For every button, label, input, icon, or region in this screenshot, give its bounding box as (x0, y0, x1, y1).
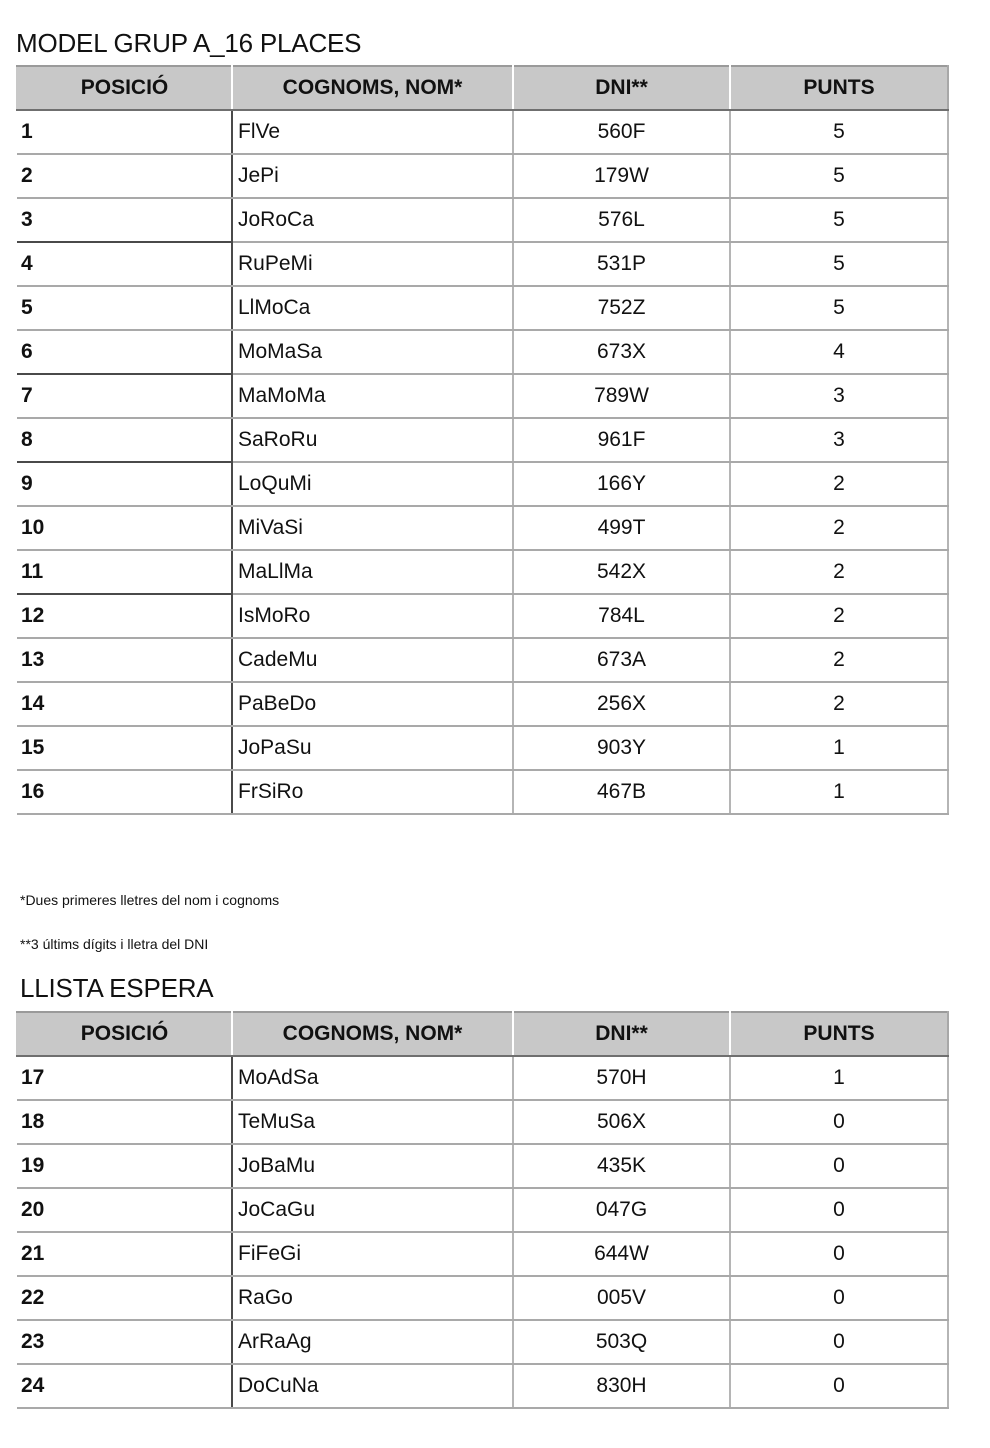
points-cell: 0 (730, 1364, 948, 1408)
name-cell: LlMoCa (232, 286, 513, 330)
points-cell: 0 (730, 1276, 948, 1320)
name-cell: CadeMu (232, 638, 513, 682)
name-cell: MaMoMa (232, 374, 513, 418)
points-cell: 3 (730, 418, 948, 462)
points-cell: 3 (730, 374, 948, 418)
position-cell: 16 (17, 770, 232, 814)
name-cell: TeMuSa (232, 1100, 513, 1144)
waiting-list-title: LLISTA ESPERA (20, 973, 214, 1003)
table-row (17, 638, 948, 682)
group-title: MODEL GRUP A_16 PLACES (16, 28, 362, 58)
table-row (17, 594, 948, 638)
table-row (17, 1100, 948, 1144)
waiting-list-table (16, 1011, 949, 1409)
points-cell: 1 (730, 770, 948, 814)
points-cell: 2 (730, 506, 948, 550)
name-cell: JoBaMu (232, 1144, 513, 1188)
position-cell: 13 (17, 638, 232, 682)
position-cell: 18 (17, 1100, 232, 1144)
column-header-points: PUNTS (730, 66, 948, 110)
position-cell: 12 (17, 594, 232, 638)
table-row (17, 154, 948, 198)
points-cell: 0 (730, 1144, 948, 1188)
table-row (17, 1188, 948, 1232)
table-row (17, 770, 948, 814)
dni-cell: 435K (513, 1144, 730, 1188)
group-table-body (17, 110, 948, 814)
dni-cell: 961F (513, 418, 730, 462)
name-cell: MoMaSa (232, 330, 513, 374)
table-row (17, 374, 948, 418)
table-row (17, 418, 948, 462)
points-cell: 1 (730, 726, 948, 770)
dni-cell: 673X (513, 330, 730, 374)
table-row (17, 1320, 948, 1364)
table-row (17, 550, 948, 594)
dni-cell: 005V (513, 1276, 730, 1320)
table-row (17, 506, 948, 550)
points-cell: 5 (730, 154, 948, 198)
table-row (17, 286, 948, 330)
table-row (17, 682, 948, 726)
points-cell: 5 (730, 198, 948, 242)
table-row (17, 242, 948, 286)
dni-cell: 256X (513, 682, 730, 726)
name-cell: FiFeGi (232, 1232, 513, 1276)
points-cell: 2 (730, 550, 948, 594)
table-row (17, 330, 948, 374)
position-cell: 17 (17, 1056, 232, 1100)
name-cell: ArRaAg (232, 1320, 513, 1364)
dni-cell: 673A (513, 638, 730, 682)
position-cell: 22 (17, 1276, 232, 1320)
dni-cell: 789W (513, 374, 730, 418)
column-header-name: COGNOMS, NOM* (232, 66, 513, 110)
points-cell: 0 (730, 1188, 948, 1232)
dni-cell: 467B (513, 770, 730, 814)
dni-footnote: **3 últims dígits i lletra del DNI (20, 936, 209, 952)
dni-cell: 047G (513, 1188, 730, 1232)
points-cell: 2 (730, 594, 948, 638)
dni-cell: 503Q (513, 1320, 730, 1364)
points-cell: 0 (730, 1232, 948, 1276)
points-cell: 1 (730, 1056, 948, 1100)
position-cell: 23 (17, 1320, 232, 1364)
column-header-dni: DNI** (513, 66, 730, 110)
position-cell: 24 (17, 1364, 232, 1408)
points-cell: 2 (730, 638, 948, 682)
dni-cell: 560F (513, 110, 730, 154)
name-cell: LoQuMi (232, 462, 513, 506)
points-cell: 5 (730, 110, 948, 154)
name-cell: FrSiRo (232, 770, 513, 814)
dni-cell: 166Y (513, 462, 730, 506)
dni-cell: 576L (513, 198, 730, 242)
dni-cell: 499T (513, 506, 730, 550)
column-header-points: PUNTS (730, 1012, 948, 1056)
dni-cell: 830H (513, 1364, 730, 1408)
name-cell: RuPeMi (232, 242, 513, 286)
name-cell: RaGo (232, 1276, 513, 1320)
points-cell: 5 (730, 286, 948, 330)
table-row (17, 1364, 948, 1408)
position-cell: 11 (17, 550, 232, 594)
table-row (17, 1056, 948, 1100)
column-header-position: POSICIÓ (17, 66, 232, 110)
name-cell: JoPaSu (232, 726, 513, 770)
position-cell: 7 (17, 374, 232, 418)
table-header-row (17, 1012, 948, 1056)
points-cell: 0 (730, 1100, 948, 1144)
column-header-name: COGNOMS, NOM* (232, 1012, 513, 1056)
dni-cell: 531P (513, 242, 730, 286)
position-cell: 1 (17, 110, 232, 154)
position-cell: 8 (17, 418, 232, 462)
dni-cell: 506X (513, 1100, 730, 1144)
position-cell: 2 (17, 154, 232, 198)
position-cell: 15 (17, 726, 232, 770)
name-cell: DoCuNa (232, 1364, 513, 1408)
position-cell: 20 (17, 1188, 232, 1232)
table-row (17, 726, 948, 770)
dni-cell: 903Y (513, 726, 730, 770)
name-cell: JoCaGu (232, 1188, 513, 1232)
position-cell: 19 (17, 1144, 232, 1188)
dni-cell: 752Z (513, 286, 730, 330)
table-header-row (17, 66, 948, 110)
name-cell: JoRoCa (232, 198, 513, 242)
table-row (17, 1232, 948, 1276)
table-row (17, 198, 948, 242)
dni-cell: 542X (513, 550, 730, 594)
position-cell: 9 (17, 462, 232, 506)
column-header-position: POSICIÓ (17, 1012, 232, 1056)
position-cell: 3 (17, 198, 232, 242)
dni-cell: 179W (513, 154, 730, 198)
column-header-dni: DNI** (513, 1012, 730, 1056)
table-row (17, 462, 948, 506)
position-cell: 4 (17, 242, 232, 286)
points-cell: 4 (730, 330, 948, 374)
position-cell: 10 (17, 506, 232, 550)
name-footnote: *Dues primeres lletres del nom i cognoms (20, 892, 280, 908)
position-cell: 5 (17, 286, 232, 330)
points-cell: 2 (730, 462, 948, 506)
points-cell: 2 (730, 682, 948, 726)
name-cell: IsMoRo (232, 594, 513, 638)
group-table (16, 65, 949, 815)
name-cell: MoAdSa (232, 1056, 513, 1100)
table-row (17, 110, 948, 154)
points-cell: 5 (730, 242, 948, 286)
position-cell: 6 (17, 330, 232, 374)
dni-cell: 570H (513, 1056, 730, 1100)
waiting-list-table-body (17, 1056, 948, 1408)
table-row (17, 1276, 948, 1320)
position-cell: 14 (17, 682, 232, 726)
name-cell: JePi (232, 154, 513, 198)
table-row (17, 1144, 948, 1188)
name-cell: SaRoRu (232, 418, 513, 462)
dni-cell: 784L (513, 594, 730, 638)
name-cell: PaBeDo (232, 682, 513, 726)
position-cell: 21 (17, 1232, 232, 1276)
name-cell: MiVaSi (232, 506, 513, 550)
dni-cell: 644W (513, 1232, 730, 1276)
name-cell: MaLlMa (232, 550, 513, 594)
points-cell: 0 (730, 1320, 948, 1364)
name-cell: FlVe (232, 110, 513, 154)
